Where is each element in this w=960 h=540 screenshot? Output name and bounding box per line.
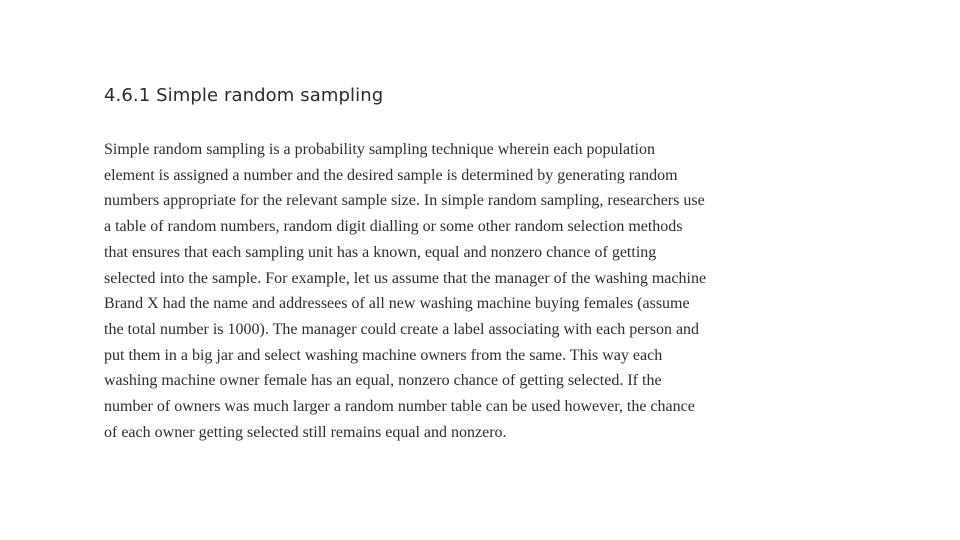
paragraph-line: a table of random numbers, random digit dialling or some other random selection methods (104, 218, 683, 236)
paragraph-line: put them in a big jar and select washing machine owners from the same. This way each (104, 346, 663, 364)
paragraph-line: Brand X had the name and addressees of all new washing machine buying females (assume (104, 295, 690, 313)
paragraph-line: numbers appropriate for the relevant sample size. In simple random sampling, researchers use (104, 192, 705, 210)
paragraph-line: that ensures that each sampling unit has a known, equal and nonzero chance of getting (104, 243, 657, 261)
paragraph-line: of each owner getting selected still remains equal and nonzero. (104, 423, 507, 441)
paragraph-line: element is assigned a number and the desired sample is determined by generating random (104, 166, 678, 184)
section-heading: 4.6.1 Simple random sampling (104, 85, 384, 106)
paragraph-line: washing machine owner female has an equal, nonzero chance of getting selected. If the (104, 372, 662, 390)
paragraph-line: the total number is 1000). The manager could create a label associating with each person and (104, 320, 700, 338)
paragraph-line: Simple random sampling is a probability sampling technique wherein each population (104, 141, 655, 158)
paragraph-line: number of owners was much larger a random number table can be used however, the chance (104, 398, 695, 416)
paragraph-line: selected into the sample. For example, let us assume that the manager of the washing machine (104, 269, 707, 287)
body-paragraph (104, 137, 824, 445)
